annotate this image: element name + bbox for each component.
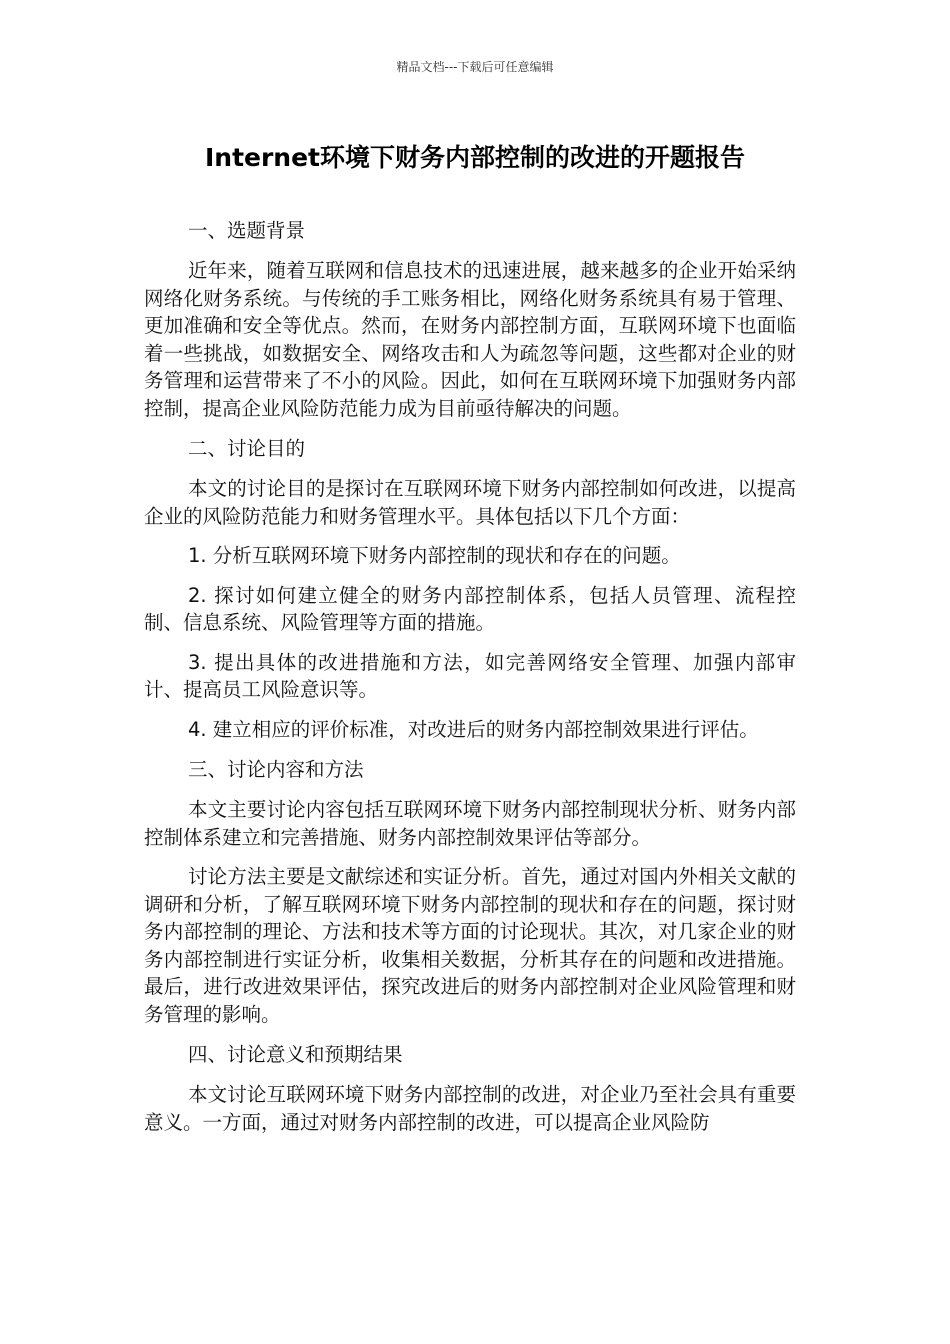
purpose-item-2: 2. 探讨如何建立健全的财务内部控制体系，包括人员管理、流程控制、信息系统、风险管理等方面的措施。 — [144, 583, 796, 634]
background-paragraph: 近年来，随着互联网和信息技术的迅速进展，越来越多的企业开始采纳网络化财务系统。与传统的手工账务相比，网络化财务系统具有易于管理、更加准确和安全等优点。然而，在财务内部控制方面，互联网环境下也面临着一些挑战，如数据安全、网络攻击和人为疏忽等问题，这些都对企业的财务管理和运营带来了不小的风险。因此，如何在互联网环境下加强财务内部控制，提高企业风险防范能力成为目前亟待解决的问题。 — [144, 259, 796, 420]
section-heading-purpose: 二、讨论目的 — [188, 437, 306, 460]
content-paragraph: 本文主要讨论内容包括互联网环境下财务内部控制现状分析、财务内部控制体系建立和完善措施、财务内部控制效果评估等部分。 — [144, 798, 796, 849]
document-header-note: 精品文档---下载后可任意编辑 — [396, 60, 554, 74]
section-heading-content-method: 三、讨论内容和方法 — [188, 758, 364, 781]
significance-paragraph: 本文讨论互联网环境下财务内部控制的改进，对企业乃至社会具有重要意义。一方面，通过对财务内部控制的改进，可以提高企业风险防 — [144, 1083, 796, 1134]
section-heading-significance: 四、讨论意义和预期结果 — [188, 1043, 403, 1066]
document-title: Internet环境下财务内部控制的改进的开题报告 — [204, 143, 746, 172]
document-body — [144, 216, 796, 1148]
purpose-paragraph: 本文的讨论目的是探讨在互联网环境下财务内部控制如何改进，以提高企业的风险防范能力和财务管理水平。具体包括以下几个方面： — [144, 477, 796, 528]
purpose-item-1: 1. 分析互联网环境下财务内部控制的现状和存在的问题。 — [188, 544, 681, 567]
section-heading-background: 一、选题背景 — [188, 219, 306, 242]
purpose-item-4: 4. 建立相应的评价标准，对改进后的财务内部控制效果进行评估。 — [188, 717, 759, 741]
method-paragraph: 讨论方法主要是文献综述和实证分析。首先，通过对国内外相关文献的调研和分析，了解互联网环境下财务内部控制的现状和存在的问题，探讨财务内部控制的理论、方法和技术等方面的讨论现状。其次，对几家企业的财务内部控制进行实证分析，收集相关数据，分析其存在的问题和改进措施。最后，进行改进效果评估，探究改进后的财务内部控制对企业风险管理和财务管理的影响。 — [144, 865, 796, 1026]
purpose-item-3: 3. 提出具体的改进措施和方法，如完善网络安全管理、加强内部审计、提高员工风险意识等。 — [144, 650, 796, 701]
